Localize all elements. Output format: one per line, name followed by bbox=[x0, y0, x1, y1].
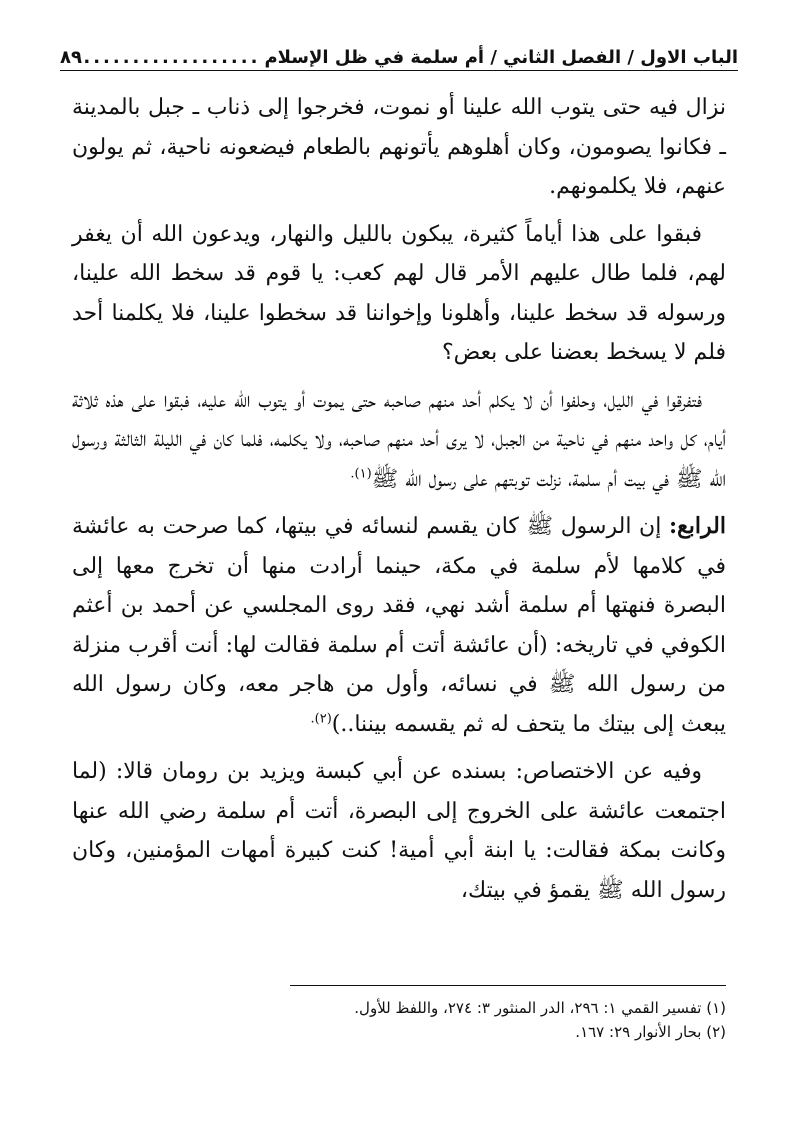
page-number: ٨٩ bbox=[60, 47, 82, 68]
footnote-1: (١) تفسير القمي ١: ٢٩٦، الدر المنثور ٣: ٢٧٤، واللفظ للأول. bbox=[354, 999, 726, 1017]
paragraph-2 bbox=[72, 215, 726, 373]
paragraph-1 bbox=[72, 88, 726, 207]
paragraph-text: فتفرقوا في الليل، وحلفوا أن لا يكلم أحد منهم صاحبه حتى يموت أو يتوب الله عليه، فبقوا على هذه ثلاثة أيام، كل واحد منهم في ناحية من الجبل، لا يرى أحد منهم صاحبه، ولا يكلمه، فلما كان في الليلة الثالثة ورسول الله ﷺ في بيت أم سلمة، نزلت توبتهم على رسول الله ﷺ bbox=[72, 387, 726, 492]
body-text bbox=[72, 88, 726, 918]
footnote-rule bbox=[290, 985, 726, 986]
chapter-title: الباب الاول / الفصل الثاني / أم سلمة في ظل الإسلام bbox=[264, 47, 738, 68]
running-header bbox=[60, 30, 738, 70]
paragraph-text: نزال فيه حتى يتوب الله علينا أو نموت، فخرجوا إلى ذناب ـ جبل بالمدينة ـ فكانوا يصومون، وكان أهلوهم يأتونهم بالطعام فيضعونه ناحية، ثم يولون عنهم، فلا يكلمونهم. bbox=[72, 95, 726, 199]
paragraph-3 bbox=[72, 381, 726, 500]
header-leader-dots bbox=[82, 46, 264, 70]
footnote-ref-1: (١). bbox=[350, 466, 372, 482]
paragraph-lead: الرابع: bbox=[668, 513, 726, 539]
paragraph-text: إن الرسول ﷺ كان يقسم لنسائه في بيتها، كما صرحت به عائشة في كلامها لأم سلمة في مكة، حينما أرادت منها أن تخرج معها إلى البصرة فنهتها أم سلمة أشد نهي، فقد روى المجلسي عن أحمد بن أعثم الكوفي في تاريخه: (أن عائشة أتت أم سلمة فقالت لها: أنت أقرب منزلة من رسول الله ﷺ في نسائه، وأول من هاجر معه، وكان رسول الله يبعث إلى بيتك ما يتحف له ثم يقسمه بيننا..) bbox=[72, 514, 726, 737]
footnote-ref-2: (٢). bbox=[310, 711, 332, 727]
header-rule bbox=[60, 70, 738, 71]
footnotes bbox=[72, 996, 726, 1044]
paragraph-text: فبقوا على هذا أياماً كثيرة، يبكون بالليل والنهار، ويدعون الله أن يغفر لهم، فلما طال عليهم الأمر قال لهم كعب: يا قوم قد سخط الله علينا، ورسوله قد سخط علينا، وأهلونا وإخواننا قد سخطوا علينا، فلا يكلمنا أحد فلم لا يسخط بعضنا على بعض؟ bbox=[72, 221, 726, 365]
paragraph-4 bbox=[72, 507, 726, 744]
paragraph-5 bbox=[72, 752, 726, 910]
paragraph-text: وفيه عن الاختصاص: بسنده عن أبي كبسة ويزيد بن رومان قالا: (لما اجتمعت عائشة على الخروج إلى البصرة، أتت أم سلمة رضي الله عنها وكانت بمكة فقالت: يا ابنة أبي أمية! كنت كبيرة أمهات المؤمنين، وكان رسول الله ﷺ يقمؤ في بيتك، bbox=[72, 759, 726, 903]
footnote-2: (٢) بحار الأنوار ٢٩: ١٦٧. bbox=[575, 1023, 726, 1041]
